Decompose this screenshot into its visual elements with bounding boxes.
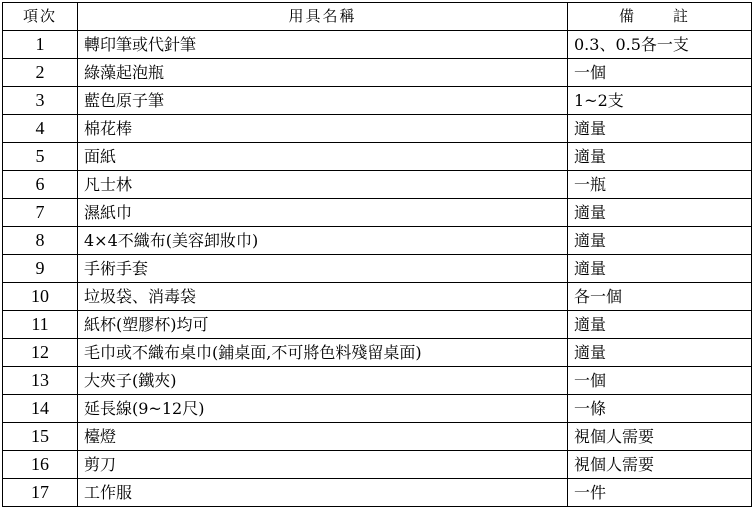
- table-row: [3, 87, 752, 115]
- row-remarks: 適量: [568, 199, 752, 227]
- row-item-number: 11: [3, 311, 78, 339]
- table-row: [3, 283, 752, 311]
- row-remarks: 適量: [568, 311, 752, 339]
- row-remarks: 視個人需要: [568, 423, 752, 451]
- row-item-number: 17: [3, 479, 78, 507]
- row-item-number: 10: [3, 283, 78, 311]
- row-item-number: 4: [3, 115, 78, 143]
- row-tool-name: 綠藻起泡瓶: [78, 59, 568, 87]
- table-row: [3, 479, 752, 507]
- supplies-table: [2, 2, 752, 507]
- row-tool-name: 檯燈: [78, 423, 568, 451]
- row-item-number: 9: [3, 255, 78, 283]
- row-tool-name: 轉印筆或代針筆: [78, 31, 568, 59]
- row-remarks: 適量: [568, 143, 752, 171]
- row-remarks: 適量: [568, 339, 752, 367]
- row-remarks: 適量: [568, 115, 752, 143]
- row-tool-name: 延長線(9~12尺): [78, 395, 568, 423]
- row-remarks: 0.3、0.5各一支: [568, 31, 752, 59]
- table-row: [3, 115, 752, 143]
- row-tool-name: 面紙: [78, 143, 568, 171]
- row-tool-name: 凡士林: [78, 171, 568, 199]
- table-row: [3, 339, 752, 367]
- row-remarks: 一個: [568, 367, 752, 395]
- header-remarks: 備 註: [568, 3, 752, 31]
- table-row: [3, 227, 752, 255]
- row-item-number: 1: [3, 31, 78, 59]
- row-tool-name: 4×4不織布(美容卸妝巾): [78, 227, 568, 255]
- table-row: [3, 367, 752, 395]
- row-item-number: 14: [3, 395, 78, 423]
- row-item-number: 6: [3, 171, 78, 199]
- row-tool-name: 毛巾或不織布桌巾(鋪桌面,不可將色料殘留桌面): [78, 339, 568, 367]
- table-row: [3, 255, 752, 283]
- row-tool-name: 手術手套: [78, 255, 568, 283]
- row-item-number: 12: [3, 339, 78, 367]
- row-item-number: 2: [3, 59, 78, 87]
- row-tool-name: 濕紙巾: [78, 199, 568, 227]
- row-item-number: 16: [3, 451, 78, 479]
- table-row: [3, 423, 752, 451]
- row-remarks: 1~2支: [568, 87, 752, 115]
- row-remarks: 各一個: [568, 283, 752, 311]
- header-tool-name: 用具名稱: [78, 3, 568, 31]
- row-item-number: 5: [3, 143, 78, 171]
- row-item-number: 7: [3, 199, 78, 227]
- row-remarks: 視個人需要: [568, 451, 752, 479]
- row-remarks: 一個: [568, 59, 752, 87]
- table-row: [3, 451, 752, 479]
- table-row: [3, 59, 752, 87]
- row-item-number: 13: [3, 367, 78, 395]
- table-row: [3, 199, 752, 227]
- table-header-row: [3, 3, 752, 31]
- header-item-number: 項次: [3, 3, 78, 31]
- row-remarks: 一件: [568, 479, 752, 507]
- row-tool-name: 棉花棒: [78, 115, 568, 143]
- row-tool-name: 藍色原子筆: [78, 87, 568, 115]
- table-row: [3, 395, 752, 423]
- row-remarks: 適量: [568, 255, 752, 283]
- row-tool-name: 垃圾袋、消毒袋: [78, 283, 568, 311]
- row-item-number: 15: [3, 423, 78, 451]
- row-remarks: 適量: [568, 227, 752, 255]
- row-item-number: 3: [3, 87, 78, 115]
- row-tool-name: 工作服: [78, 479, 568, 507]
- row-tool-name: 紙杯(塑膠杯)均可: [78, 311, 568, 339]
- table-row: [3, 171, 752, 199]
- row-remarks: 一條: [568, 395, 752, 423]
- row-item-number: 8: [3, 227, 78, 255]
- row-remarks: 一瓶: [568, 171, 752, 199]
- table-row: [3, 143, 752, 171]
- table-row: [3, 31, 752, 59]
- table-row: [3, 311, 752, 339]
- row-tool-name: 剪刀: [78, 451, 568, 479]
- row-tool-name: 大夾子(鐵夾): [78, 367, 568, 395]
